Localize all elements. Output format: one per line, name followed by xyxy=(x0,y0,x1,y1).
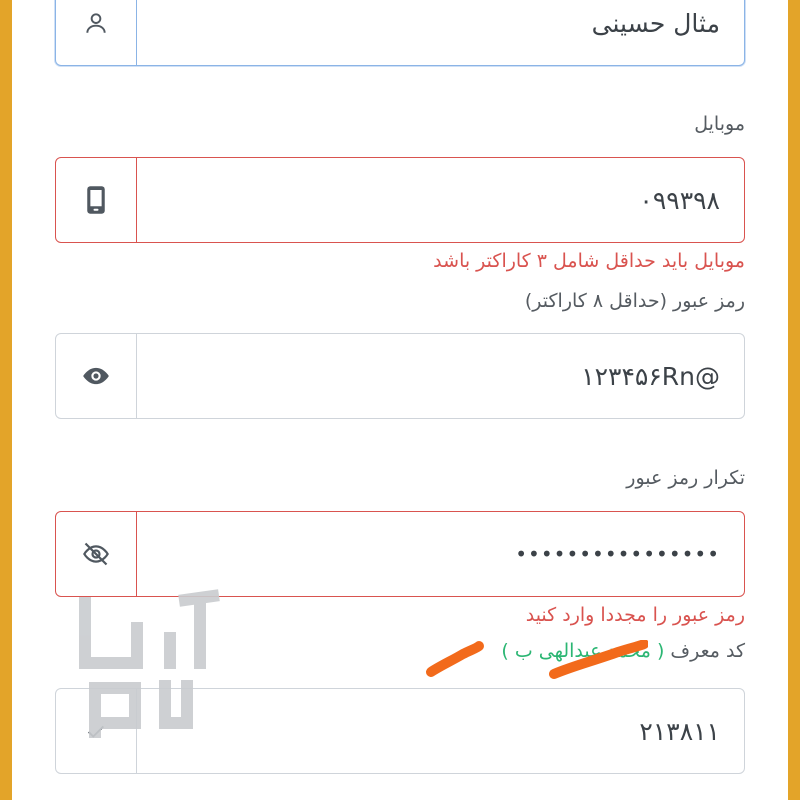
frame-right xyxy=(788,0,800,800)
referral-value: ۲۱۳۸۱۱ xyxy=(639,716,720,746)
mobile-label: موبایل xyxy=(694,113,745,135)
password-label: رمز عبور (حداقل ۸ کاراکتر) xyxy=(524,290,745,312)
referral-hint: ( محمد عبدالهی ب ) xyxy=(501,640,665,662)
password-field[interactable] xyxy=(55,333,745,419)
password-value: ۱۲۳۴۵۶Rn@ xyxy=(581,361,720,391)
frame-left xyxy=(0,0,12,800)
user-icon xyxy=(83,10,109,36)
confirm-password-error: رمز عبور را مجددا وارد کنید xyxy=(525,604,745,626)
confirm-password-value: •••••••••••••••• xyxy=(515,542,720,566)
name-field[interactable] xyxy=(55,0,745,66)
user-icon-addon xyxy=(56,0,137,65)
mobile-value: ۰۹۹۳۹۸ xyxy=(639,185,720,215)
confirm-password-label: تکرار رمز عبور xyxy=(626,467,745,489)
name-value: مثال حسینی xyxy=(591,8,720,38)
watermark-logo xyxy=(75,588,225,738)
mobile-error: موبایل باید حداقل شامل ۳ کاراکتر باشد xyxy=(433,250,745,272)
scribble-redaction-2 xyxy=(425,640,485,680)
mobile-field[interactable] xyxy=(55,157,745,243)
mobile-icon xyxy=(85,185,107,215)
confirm-password-field[interactable] xyxy=(55,511,745,597)
mobile-icon-addon xyxy=(56,158,137,242)
eye-icon xyxy=(82,362,110,390)
referral-label: کد معرف xyxy=(670,640,745,662)
eye-off-icon xyxy=(82,540,110,568)
scribble-redaction-1 xyxy=(548,640,648,680)
confirm-password-toggle[interactable] xyxy=(56,512,137,596)
password-toggle[interactable] xyxy=(56,334,137,418)
